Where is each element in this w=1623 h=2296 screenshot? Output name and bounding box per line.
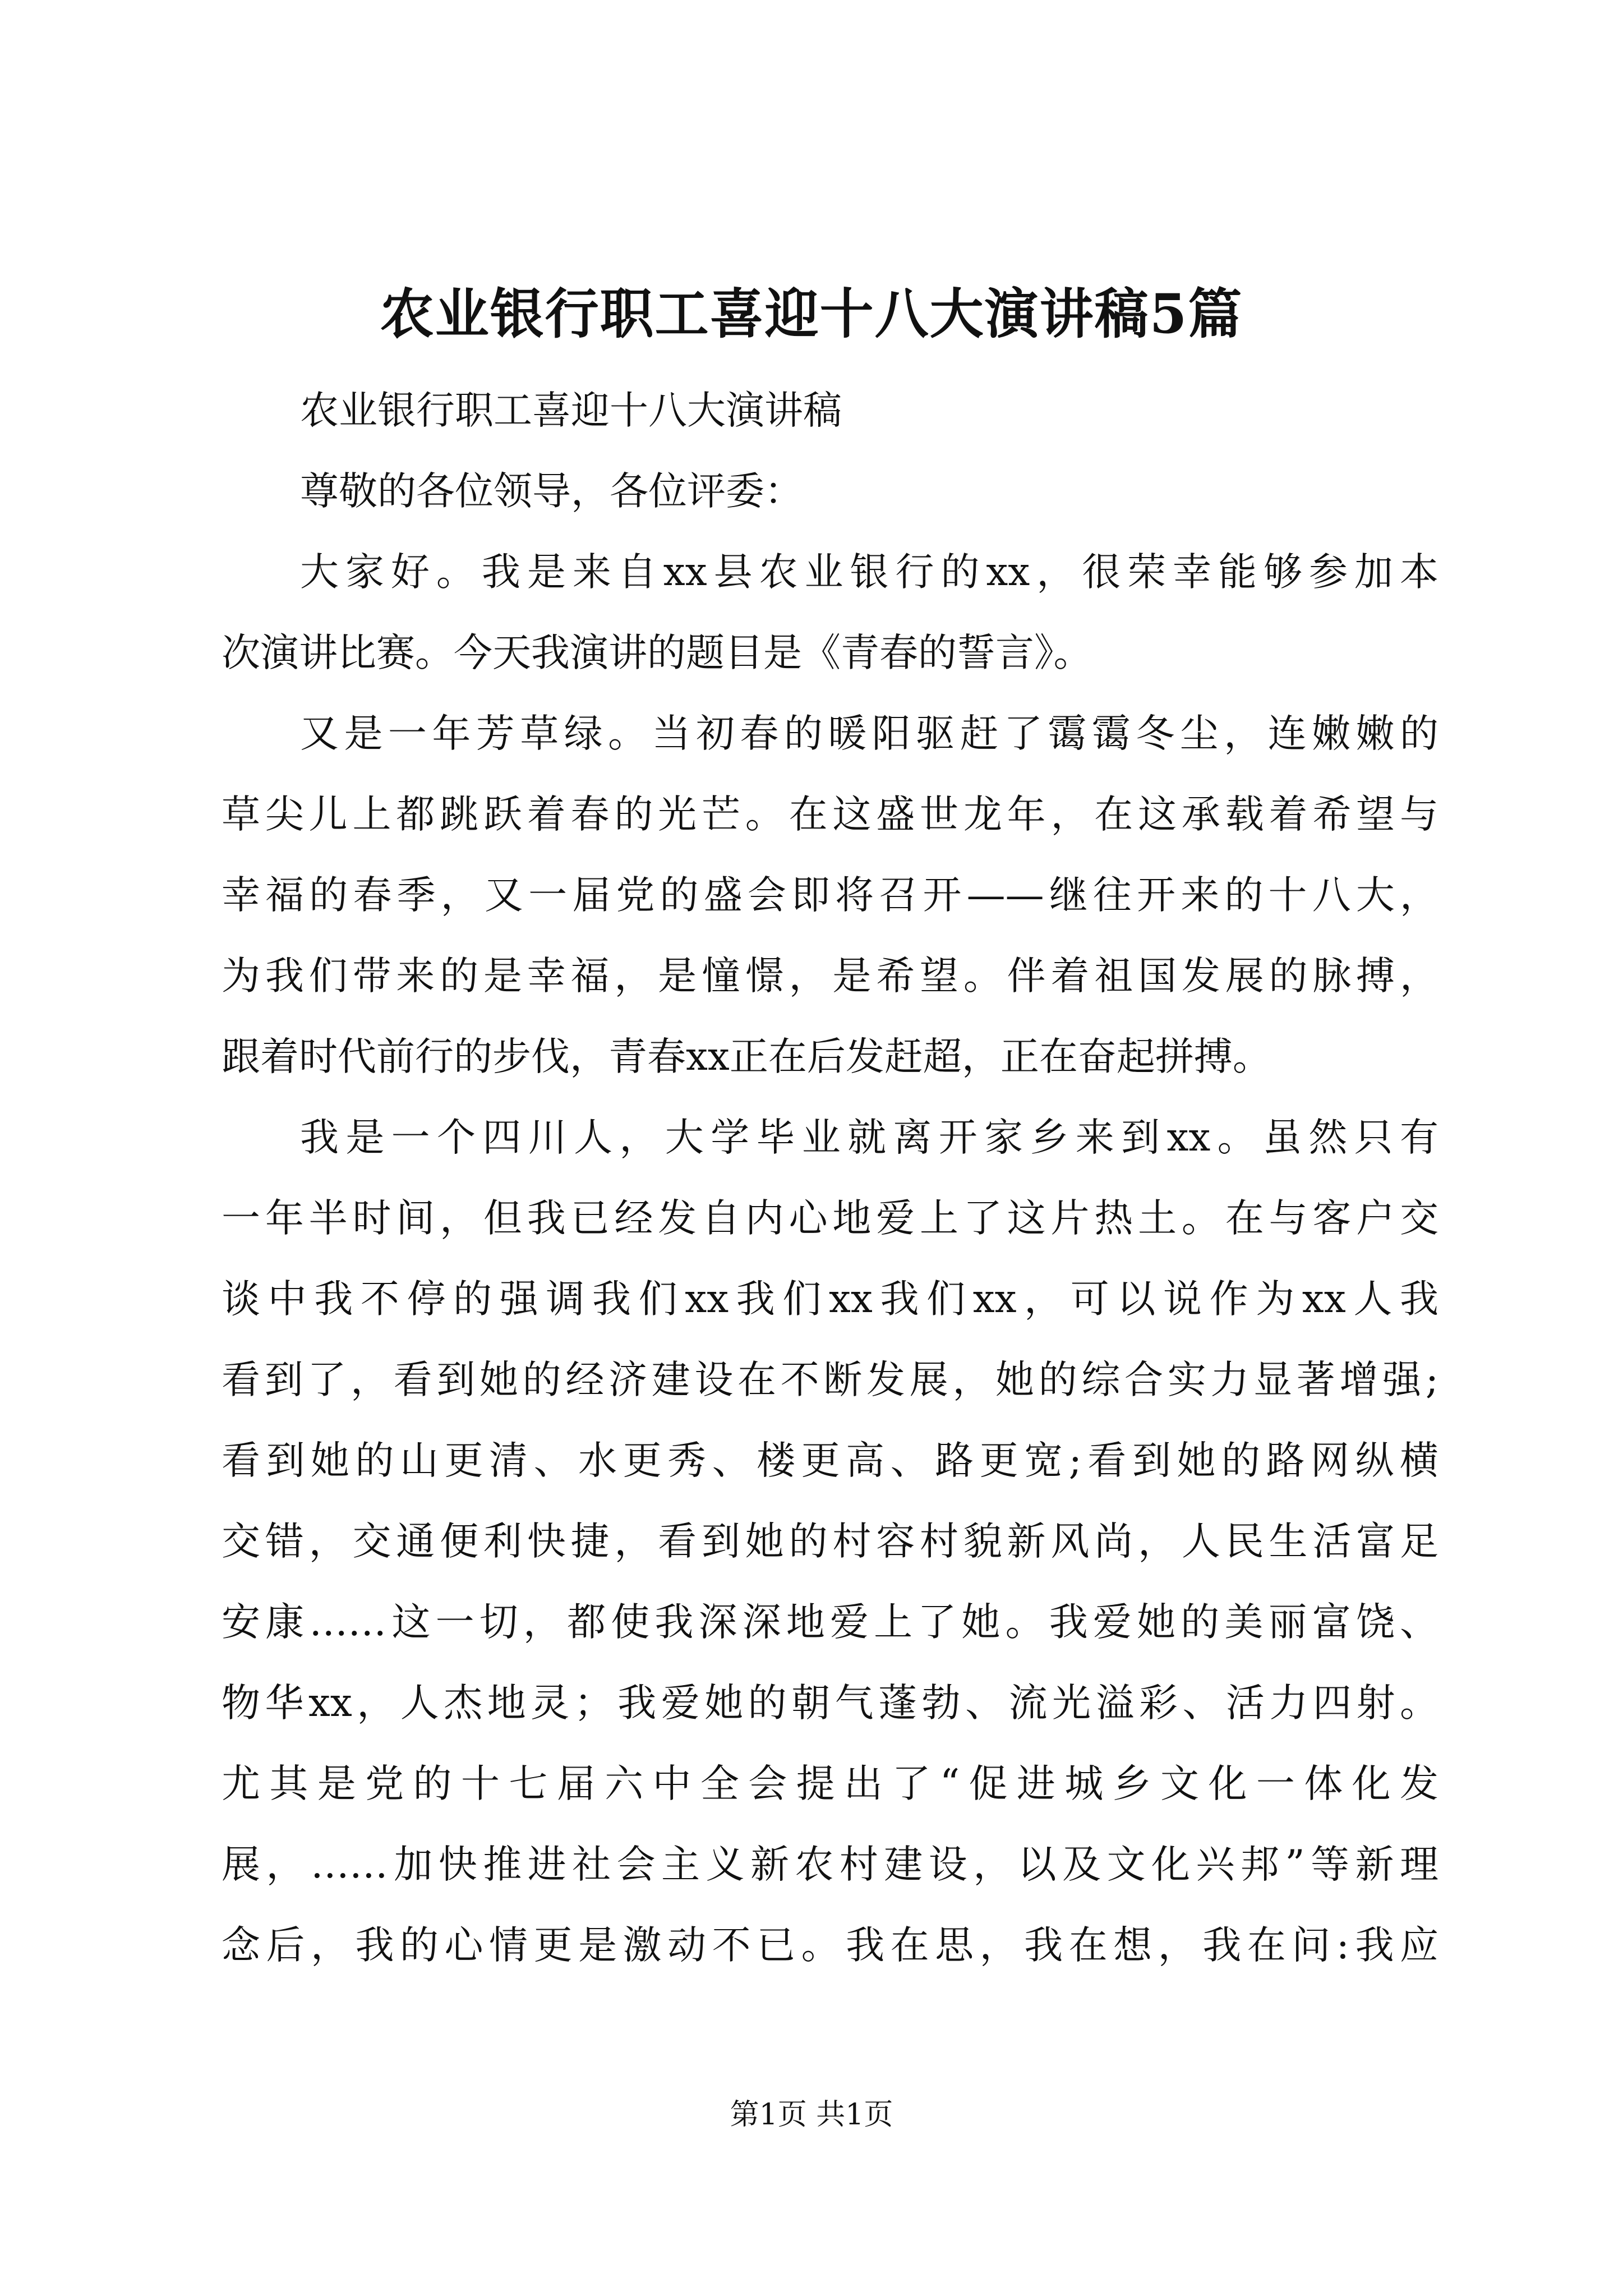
paragraph-line: 次演讲比赛。今天我演讲的题目是《青春的誓言》。 bbox=[222, 631, 1092, 675]
page-footer: 第1页 共1页 bbox=[730, 2098, 893, 2132]
paragraph-line: 我是一个四川人，大学毕业就离开家乡来到xx。虽然只有 bbox=[300, 1115, 1438, 1160]
paragraph-line: 大家好。我是来自xx县农业银行的xx，很荣幸能够参加本 bbox=[300, 550, 1438, 595]
document-title: 农业银行职工喜迎十八大演讲稿5篇 bbox=[380, 282, 1243, 346]
paragraph-line: 谈中我不停的强调我们xx我们xx我们xx，可以说作为xx人我 bbox=[222, 1277, 1438, 1322]
paragraph-line: 草尖儿上都跳跃着春的光芒。在这盛世龙年，在这承载着希望与 bbox=[222, 792, 1438, 837]
paragraph-line: 物华xx，人杰地灵；我爱她的朝气蓬勃、流光溢彩、活力四射。 bbox=[222, 1681, 1438, 1726]
paragraph-line: 尊敬的各位领导，各位评委： bbox=[300, 469, 803, 514]
paragraph-line: 交错，交通便利快捷，看到她的村容村貌新风尚，人民生活富足 bbox=[222, 1519, 1438, 1564]
paragraph-line: 念后，我的心情更是激动不已。我在思，我在想，我在问:我应 bbox=[222, 1923, 1438, 1968]
paragraph-line: 又是一年芳草绿。当初春的暖阳驱赶了霭霭冬尘，连嫩嫩的 bbox=[300, 711, 1438, 756]
paragraph-line: 展，……加快推进社会主义新农村建设，以及文化兴邦”等新理 bbox=[222, 1842, 1438, 1887]
paragraph-line: 看到了，看到她的经济建设在不断发展，她的综合实力显著增强; bbox=[222, 1358, 1438, 1402]
paragraph-line: 安康……这一切，都使我深深地爱上了她。我爱她的美丽富饶、 bbox=[222, 1600, 1438, 1645]
paragraph-line: 农业银行职工喜迎十八大演讲稿 bbox=[300, 388, 842, 433]
paragraph-line: 幸福的春季，又一届党的盛会即将召开——继往开来的十八大， bbox=[222, 873, 1438, 918]
document-body bbox=[222, 370, 1438, 1986]
paragraph-line: 看到她的山更清、水更秀、楼更高、路更宽;看到她的路网纵横 bbox=[222, 1438, 1438, 1483]
paragraph-line: 跟着时代前行的步伐，青春xx正在后发赶超，正在奋起拼搏。 bbox=[222, 1034, 1271, 1079]
paragraph-line: 一年半时间，但我已经发自内心地爱上了这片热土。在与客户交 bbox=[222, 1196, 1438, 1241]
paragraph-line: 为我们带来的是幸福，是憧憬，是希望。伴着祖国发展的脉搏， bbox=[222, 954, 1438, 999]
paragraph-line: 尤其是党的十七届六中全会提出了“促进城乡文化一体化发 bbox=[222, 1761, 1438, 1806]
